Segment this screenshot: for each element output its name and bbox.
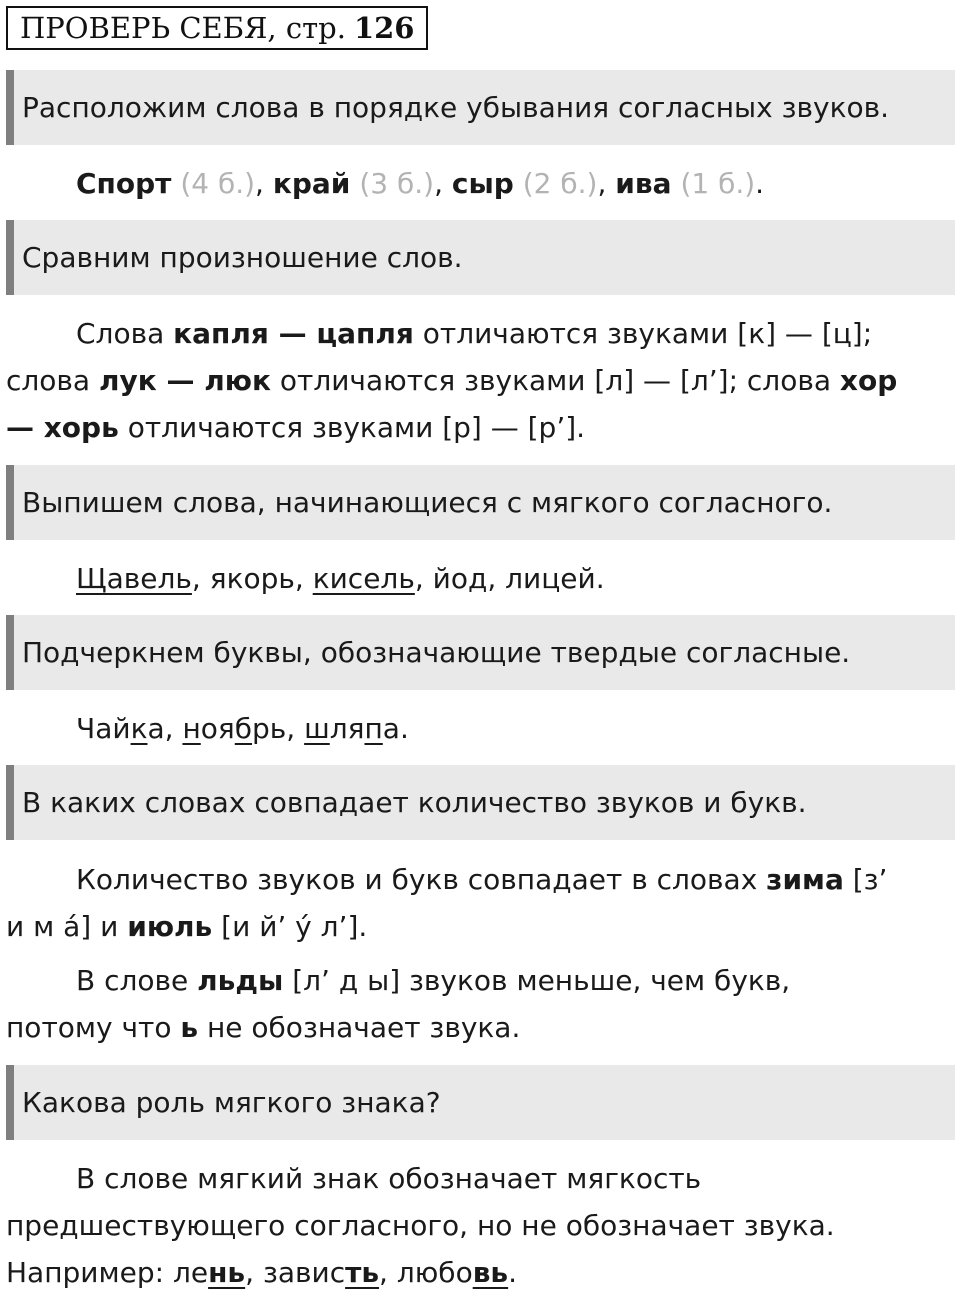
text: оя bbox=[200, 712, 235, 745]
page-number: 126 bbox=[353, 11, 415, 45]
text: [л’ д ы] звуков меньше, чем букв, bbox=[283, 964, 791, 997]
word: край bbox=[272, 167, 351, 200]
text: потому что bbox=[6, 1011, 181, 1044]
text: Чай bbox=[76, 712, 131, 745]
answer-2-line-1 bbox=[6, 310, 956, 357]
sep: , bbox=[255, 167, 273, 200]
text: а. bbox=[382, 712, 409, 745]
underlined-letter: п bbox=[364, 712, 383, 745]
underlined-letters: нь bbox=[208, 1256, 246, 1289]
text: , йод, лицей. bbox=[414, 562, 605, 595]
text: не обозначает звука. bbox=[198, 1011, 521, 1044]
answer-4 bbox=[6, 705, 956, 752]
text: , завис bbox=[245, 1256, 346, 1289]
underlined-letter: ш bbox=[304, 712, 330, 745]
answer-2-line-2 bbox=[6, 357, 897, 404]
question-bar-5 bbox=[6, 765, 955, 840]
text: отличаются звуками [р] — [р’]. bbox=[118, 411, 586, 444]
question-text-4: Подчеркнем буквы, обозначающие твердые согласные. bbox=[22, 636, 851, 669]
bold-words: июль bbox=[127, 910, 213, 943]
text: В слове мягкий знак обозначает мягкость bbox=[76, 1162, 702, 1195]
text: [з’ bbox=[843, 863, 888, 896]
word: ива bbox=[615, 167, 672, 200]
underlined-word: кисель bbox=[312, 562, 415, 595]
underlined-letter: н bbox=[182, 712, 201, 745]
sep: , bbox=[434, 167, 452, 200]
question-text-2: Сравним произношение слов. bbox=[22, 241, 463, 274]
answer-6-line-2 bbox=[6, 1202, 835, 1249]
answer-5-line-2 bbox=[6, 903, 367, 950]
question-bar-2 bbox=[6, 220, 955, 295]
count: (2 б.) bbox=[522, 167, 598, 200]
count: (4 б.) bbox=[180, 167, 256, 200]
text: В слове bbox=[76, 964, 198, 997]
question-text-3: Выпишем слова, начинающиеся с мягкого согласного. bbox=[22, 486, 833, 519]
question-bar-4 bbox=[6, 615, 955, 690]
sep: , bbox=[597, 167, 616, 200]
text: и м а́] и bbox=[6, 910, 128, 943]
bold-words: — хорь bbox=[6, 411, 119, 444]
word: Спорт bbox=[76, 167, 172, 200]
bold-words: льды bbox=[197, 964, 284, 997]
text: ля bbox=[329, 712, 365, 745]
text: Количество звуков и букв совпадает в словах bbox=[76, 863, 767, 896]
text: отличаются звуками [к] — [ц]; bbox=[413, 317, 873, 350]
underlined-letters: ть bbox=[345, 1256, 380, 1289]
text: Например: ле bbox=[6, 1256, 209, 1289]
bold-words: ь bbox=[180, 1011, 199, 1044]
count: (1 б.) bbox=[680, 167, 756, 200]
text: отличаются звуками [л] — [л’]; слова bbox=[270, 364, 840, 397]
bold-words: хор bbox=[839, 364, 898, 397]
text: [и й’ у́ л’]. bbox=[212, 910, 368, 943]
answer-2-line-3 bbox=[6, 404, 585, 451]
question-bar-1 bbox=[6, 70, 955, 145]
text: Слова bbox=[76, 317, 174, 350]
text: слова bbox=[6, 364, 99, 397]
question-text-6: Какова роль мягкого знака? bbox=[22, 1086, 441, 1119]
text: . bbox=[508, 1256, 518, 1289]
sep: . bbox=[755, 167, 765, 200]
underlined-letter: б bbox=[234, 712, 253, 745]
question-bar-3 bbox=[6, 465, 955, 540]
answer-5-line-3 bbox=[6, 957, 956, 1004]
answer-1 bbox=[6, 160, 956, 207]
page-title bbox=[6, 6, 428, 50]
count: (3 б.) bbox=[359, 167, 435, 200]
underlined-word: Щавель bbox=[76, 562, 192, 595]
answer-5-line-4 bbox=[6, 1004, 520, 1051]
underlined-letters: вь bbox=[472, 1256, 509, 1289]
word: сыр bbox=[451, 167, 514, 200]
bold-words: зима bbox=[766, 863, 844, 896]
question-text-1: Расположим слова в порядке убывания согласных звуков. bbox=[22, 91, 890, 124]
text: , любо bbox=[379, 1256, 473, 1289]
answer-6-line-3 bbox=[6, 1249, 517, 1296]
answer-6-line-1 bbox=[6, 1155, 956, 1202]
text: рь, bbox=[252, 712, 305, 745]
question-text-5: В каких словах совпадает количество звуков и букв. bbox=[22, 786, 807, 819]
title-text: ПРОВЕРЬ СЕБЯ, стр. bbox=[20, 11, 346, 45]
answer-3 bbox=[6, 555, 956, 602]
bold-words: капля — цапля bbox=[173, 317, 414, 350]
bold-words: лук — люк bbox=[98, 364, 271, 397]
answer-5-line-1 bbox=[6, 856, 956, 903]
question-bar-6 bbox=[6, 1065, 955, 1140]
text: , якорь, bbox=[191, 562, 313, 595]
text: предшествующего согласного, но не обозначает звука. bbox=[6, 1209, 835, 1242]
underlined-letter: к bbox=[130, 712, 148, 745]
text: а, bbox=[147, 712, 183, 745]
